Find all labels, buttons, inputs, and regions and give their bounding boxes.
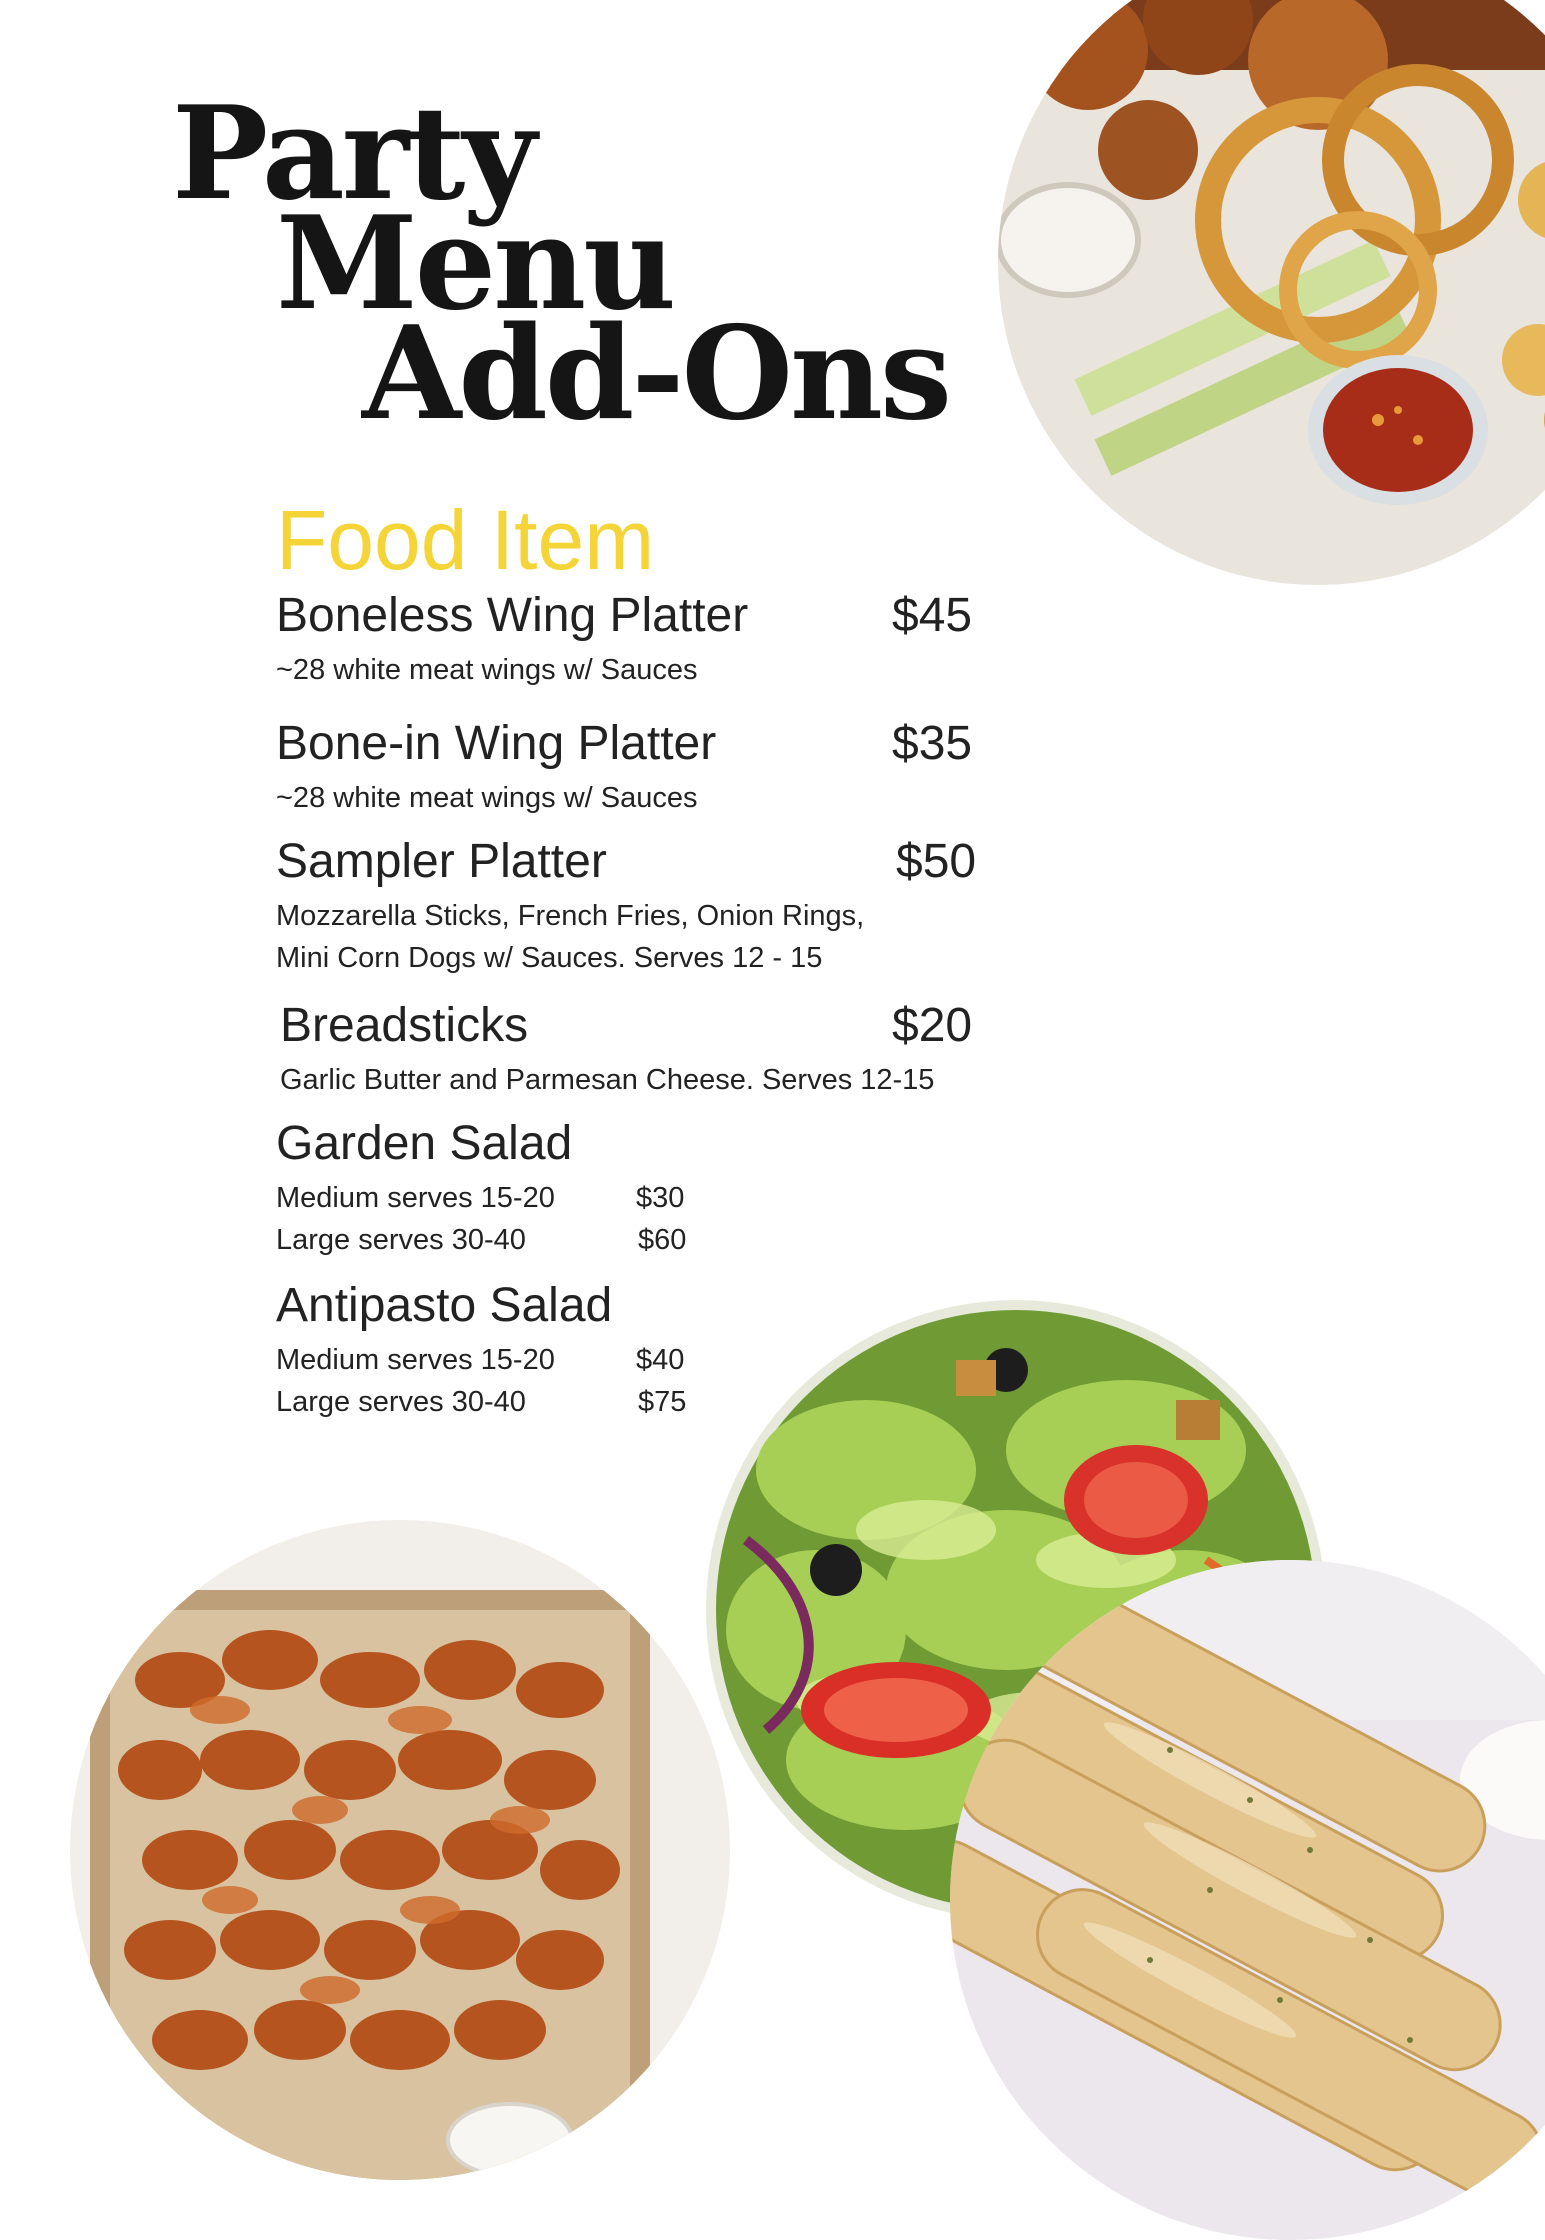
title-line-menu: Menu xyxy=(276,189,674,339)
antipasto-large-price: $75 xyxy=(638,1386,687,1418)
item-price-breadsticks: $20 xyxy=(892,999,973,1052)
wings-tray-photo xyxy=(70,1520,730,2180)
item-price-bonein: $35 xyxy=(892,717,973,770)
item-desc-sampler-line2: Mini Corn Dogs w/ Sauces. Serves 12 - 15 xyxy=(276,942,823,974)
item-name-garden-salad: Garden Salad xyxy=(276,1117,573,1170)
item-desc-bonein: ~28 white meat wings w/ Sauces xyxy=(276,782,698,814)
item-desc-breadsticks: Garlic Butter and Parmesan Cheese. Serves 12-15 xyxy=(280,1064,935,1096)
antipasto-medium-price: $40 xyxy=(636,1344,685,1376)
garden-medium-price: $30 xyxy=(636,1182,685,1214)
antipasto-medium-label: Medium serves 15-20 xyxy=(276,1344,555,1376)
item-name-boneless: Boneless Wing Platter xyxy=(276,589,749,642)
antipasto-large-label: Large serves 30-40 xyxy=(276,1386,526,1418)
item-name-antipasto-salad: Antipasto Salad xyxy=(276,1279,613,1332)
title-line-add-ons: Add-Ons xyxy=(362,299,950,449)
title-line-party: Party xyxy=(172,79,534,229)
item-price-boneless: $45 xyxy=(892,589,973,642)
garden-large-price: $60 xyxy=(638,1224,687,1256)
item-desc-boneless: ~28 white meat wings w/ Sauces xyxy=(276,654,698,686)
item-name-bonein: Bone-in Wing Platter xyxy=(276,717,717,770)
item-name-sampler: Sampler Platter xyxy=(276,835,607,888)
item-desc-sampler-line1: Mozzarella Sticks, French Fries, Onion Rings, xyxy=(276,900,865,932)
garden-medium-label: Medium serves 15-20 xyxy=(276,1182,555,1214)
appetizer-platter-photo xyxy=(998,0,1545,585)
item-name-breadsticks: Breadsticks xyxy=(280,999,529,1052)
garden-large-label: Large serves 30-40 xyxy=(276,1224,526,1256)
item-price-sampler: $50 xyxy=(896,835,977,888)
section-heading: Food Item xyxy=(276,493,655,587)
